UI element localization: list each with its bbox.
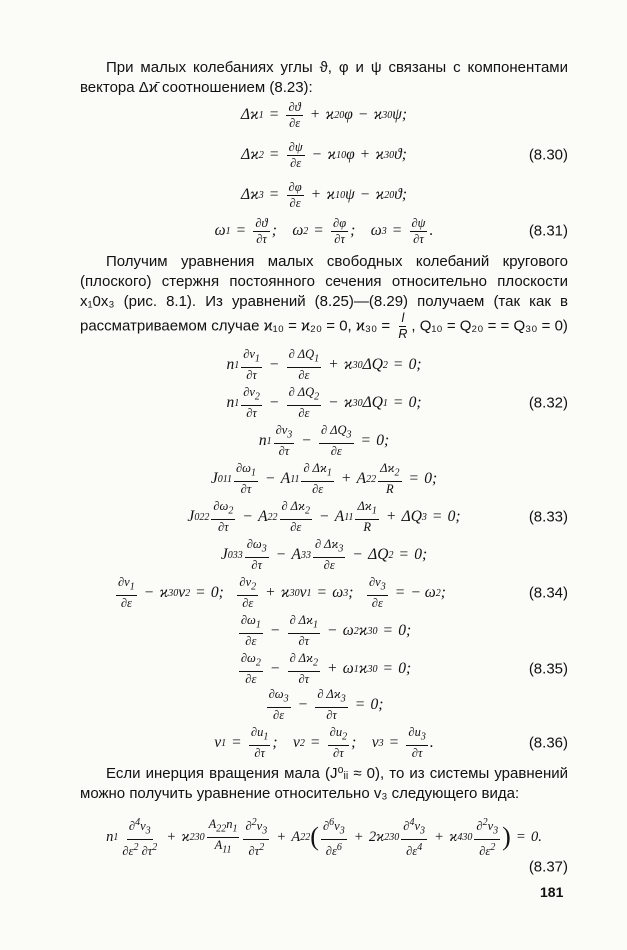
equation-number-8-35: (8.35) [528, 660, 568, 678]
paragraph-2 [80, 252, 568, 341]
paragraph-2-text-b: , Q₁₀ = Q₂₀ = = Q₃₀ = 0) [411, 317, 568, 335]
page-number: 181 [540, 884, 564, 900]
equation-8-30-line-2: Δϰ 2 = $\frac{\partial\psi}{\partial\varepsilon}$ − ϰ 10 φ + ϰ 30 ϑ; (8.30) [241, 139, 568, 170]
intro-text: При малых колебаниях углы ϑ, φ и ψ связаны с компонентами вектора Δϰ̄ соотношением (8.23): [80, 59, 568, 96]
equation-8-36: v 1 = $\frac{\partial u_1}{\partial\tau}$ ; v 2 = $\frac{\partial u_2}{\partial\tau}$ ; v 3 = $\frac{\partial u_3}{\partial\tau}$ . (8.36) [214, 725, 568, 760]
intro-paragraph [80, 58, 568, 98]
equation-number-8-32: (8.32) [528, 394, 568, 412]
equation-number-8-37: (8.37) [528, 858, 568, 876]
equation-8-33-line-3: J 0 33 $\frac{\partial\omega_3}{\partial\tau}$ − A 33 $\frac{\partial \Delta ϰ_3}{\partial\varepsilon}$ − ΔQ 2 = 0; [220, 537, 428, 572]
equation-number-8-34: (8.34) [528, 584, 568, 602]
equation-8-30-line-3: Δϰ 3 = $\frac{\partial\varphi}{\partial\varepsilon}$ + ϰ 10 ψ − ϰ 20 ϑ; [240, 179, 407, 210]
equation-8-33-line-2: J 0 22 $\frac{\partial\omega_2}{\partial\tau}$ − A 22 $\frac{\partial \Delta ϰ_2}{\partial\varepsilon}$ − A 11 $\frac{\Delta ϰ_1}{R}$ + ΔQ 3 = 0; (8.33) [187, 499, 568, 534]
equation-8-32-line-1: n 1 $\frac{\partial v_1}{\partial\tau}$ − $\frac{\partial \Delta Q_1}{\partial\varepsilon}$ + ϰ 30 ΔQ 2 = 0; [226, 347, 422, 382]
paragraph-2-text-a: Получим уравнения малых свободных колебаний кругового (плоского) стержня постоянного сечения относительно плоскости x₁0x₃ (рис. 8.1). Из уравнений (8.25)—(8.29) получаем (так как в рассматриваемом случае ϰ₁₀ = ϰ₂₀ = 0, ϰ₃₀ = [80, 253, 568, 335]
equation-8-33-line-1: J 0 11 $\frac{\partial\omega_1}{\partial\tau}$ − A 11 $\frac{\partial \Delta ϰ_1}{\partial\varepsilon}$ + A 22 $\frac{\Delta ϰ_2}{R}$ = 0; [210, 461, 438, 496]
equation-8-37: n 1 $\frac{\partial^4v_3}{\partial\varepsilon^2 \partial\tau^2}$ + ϰ 2 30 $\frac{A_{22}n_1}{A_{11}}$ $\frac{\partial^2v_3}{\partial\tau^2}$ + A 22 ( $\frac{\partial^6v_3}{\partial\varepsilon^6}$ + 2ϰ 2 30 $\frac{\partial^4v_3}{\partial\varepsilon^4}$ + ϰ 4 30 $\frac{\partial^2v_3}{\partial\varepsilon^2}$ ) = 0. [106, 817, 542, 858]
equation-8-37-number-row [80, 852, 568, 882]
equation-number-8-31: (8.31) [528, 222, 568, 240]
equation-8-35-line-2: $\frac{\partial\omega_2}{\partial\varepsilon}$ − $\frac{\partial \Delta ϰ_2}{\partial\tau}$ + ω 1 ϰ 30 = 0; (8.35) [240, 651, 568, 686]
paragraph-2-frac-num: l [401, 311, 405, 325]
equation-8-35-line-3: $\frac{\partial\omega_3}{\partial\varepsilon}$ − $\frac{\partial \Delta ϰ_3}{\partial\tau}$ = 0; [268, 687, 384, 722]
paragraph-3-text: Если инерция вращения мала (J⁰ᵢᵢ ≈ 0), то из системы уравнений можно получить уравнение относительно v₃ следующего вида: [80, 765, 568, 802]
equation-number-8-36: (8.36) [528, 734, 568, 752]
paragraph-2-frac-den: R [398, 327, 408, 341]
equation-8-32-line-3: n 1 $\frac{\partial v_3}{\partial\tau}$ − $\frac{\partial \Delta Q_3}{\partial\varepsilon}$ = 0; [258, 423, 390, 458]
paragraph-3 [80, 764, 568, 804]
equation-8-35-line-1: $\frac{\partial\omega_1}{\partial\varepsilon}$ − $\frac{\partial \Delta ϰ_1}{\partial\tau}$ − ω 2 ϰ 30 = 0; [240, 613, 412, 648]
equation-number-8-33: (8.33) [528, 508, 568, 526]
equation-8-30-line-1: Δϰ 1 = $\frac{\partial ϑ}{\partial\varepsilon}$ + ϰ 20 φ − ϰ 30 ψ; [240, 99, 408, 130]
equation-8-32-line-2: n 1 $\frac{\partial v_2}{\partial\tau}$ − $\frac{\partial \Delta Q_2}{\partial\varepsilon}$ − ϰ 30 ΔQ 1 = 0; (8.32) [226, 385, 568, 420]
equation-number-8-30: (8.30) [528, 146, 568, 164]
equation-8-31: ω 1 = $\frac{\partial ϑ}{\partial\tau}$ ; ω 2 = $\frac{\partial\varphi}{\partial\tau}$ ; ω 3 = $\frac{\partial\psi}{\partial\tau}$ . (8.31) [214, 215, 568, 246]
equation-8-34: $\frac{\partial v_1}{\partial\varepsilon}$ − ϰ 30 v 2 = 0; $\frac{\partial v_2}{\partial\varepsilon}$ + ϰ 30 v 1 = ω 3 ; $\frac{\partial v_3}{\partial\varepsilon}$ = − ω 2 ; (8.34) [118, 575, 568, 610]
